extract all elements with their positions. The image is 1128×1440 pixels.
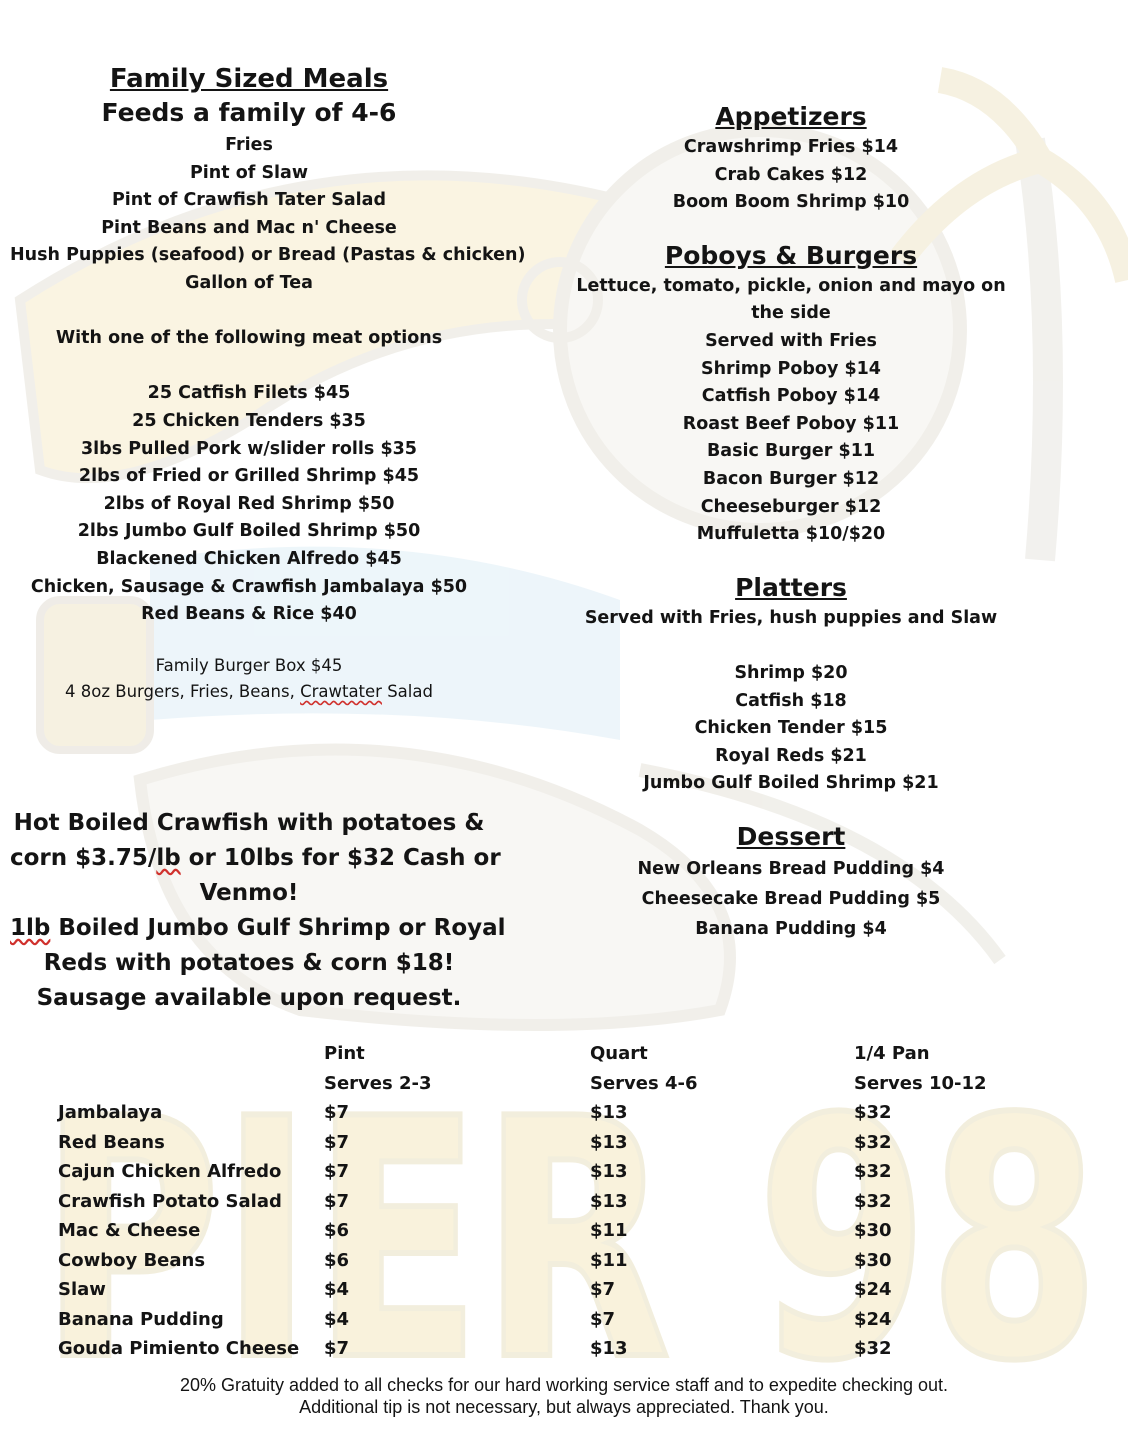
crawfish-special xyxy=(10,806,506,1016)
table-row xyxy=(58,1247,1058,1277)
side-pan-price: $32 xyxy=(854,1102,892,1123)
pint-header: Pint xyxy=(324,1043,365,1064)
meat-options-intro: With one of the following meat options xyxy=(55,328,443,349)
platter-item: Catfish $18 xyxy=(735,690,847,711)
side-quart-price: $13 xyxy=(590,1190,628,1212)
side-pint-price: $6 xyxy=(324,1249,350,1271)
side-pan-price: $32 xyxy=(854,1190,892,1212)
burger-box-desc-crawtater: Crawtater xyxy=(300,681,382,701)
dessert-item: Banana Pudding $4 xyxy=(695,918,887,939)
crawfish-line-part: or 10lbs for $32 Cash or xyxy=(180,845,501,871)
dessert-title: Dessert xyxy=(736,821,846,851)
side-pint-price: $4 xyxy=(324,1279,350,1300)
poboys-title: Poboys & Burgers xyxy=(664,240,918,270)
side-pan-price: $24 xyxy=(854,1308,892,1330)
meat-option-item: 2lbs of Royal Red Shrimp $50 xyxy=(103,493,395,514)
watermark-pier-98: PIER 98 xyxy=(40,1049,1100,1433)
side-quart-price: $7 xyxy=(590,1308,616,1330)
side-pan-price: $24 xyxy=(854,1279,892,1300)
sides-serves-row xyxy=(58,1070,1058,1100)
sides-table xyxy=(58,1040,1058,1365)
side-pint-price: $7 xyxy=(324,1102,350,1123)
table-row xyxy=(58,1158,1058,1188)
family-meals-subtitle: Feeds a family of 4-6 xyxy=(101,98,397,127)
side-pint-price: $7 xyxy=(324,1161,350,1182)
side-pint-price: $6 xyxy=(324,1220,350,1241)
crawfish-line xyxy=(10,911,506,946)
platter-item: Jumbo Gulf Boiled Shrimp $21 xyxy=(643,773,939,794)
burger-box-desc-part: Salad xyxy=(381,681,433,701)
side-name: Cajun Chicken Alfredo xyxy=(58,1161,282,1182)
side-name: Banana Pudding xyxy=(58,1308,224,1330)
dessert-item: Cheesecake Bread Pudding $5 xyxy=(641,888,941,909)
side-quart-price: $11 xyxy=(590,1249,628,1271)
quarter-pan-header: 1/4 Pan xyxy=(854,1043,930,1064)
side-pan-price: $30 xyxy=(854,1249,892,1271)
burger-box-title: Family Burger Box $45 xyxy=(155,655,343,675)
appetizer-item: Crab Cakes $12 xyxy=(714,164,868,185)
poboy-item: Roast Beef Poboy $11 xyxy=(682,413,900,434)
appetizer-item: Crawshrimp Fries $14 xyxy=(683,137,899,157)
quarter-pan-serves: Serves 10-12 xyxy=(854,1072,987,1094)
platter-item: Royal Reds $21 xyxy=(715,745,867,766)
crawfish-line: Reds with potatoes & corn $18! xyxy=(43,950,455,976)
side-pint-price: $4 xyxy=(324,1308,350,1330)
family-meals-title: Family Sized Meals xyxy=(109,64,389,94)
burger-box-description xyxy=(10,679,488,705)
crawfish-line-1lb: 1lb xyxy=(10,915,51,941)
crawfish-line: Sausage available upon request. xyxy=(36,985,462,1011)
meat-option-item: Chicken, Sausage & Crawfish Jambalaya $50 xyxy=(30,576,468,597)
table-row xyxy=(58,1306,1058,1336)
meat-option-item: 25 Chicken Tenders $35 xyxy=(132,410,366,431)
crawfish-line: Venmo! xyxy=(199,880,299,906)
table-row xyxy=(58,1276,1058,1306)
meat-option-item: 3lbs Pulled Pork w/slider rolls $35 xyxy=(81,438,417,459)
side-quart-price: $13 xyxy=(590,1131,628,1153)
family-meals-section xyxy=(10,62,526,705)
family-include-item: Hush Puppies (seafood) or Bread (Pastas & chicken) xyxy=(10,245,526,266)
family-include-item: Pint Beans and Mac n' Cheese xyxy=(101,217,397,238)
poboy-item: Muffuletta $10/$20 xyxy=(696,524,886,545)
meat-option-item: 2lbs Jumbo Gulf Boiled Shrimp $50 xyxy=(77,521,421,542)
poboys-served: Served with Fries xyxy=(705,330,877,351)
crawfish-line-lb: lb xyxy=(156,845,181,871)
side-quart-price: $13 xyxy=(590,1102,628,1123)
appetizer-item: Boom Boom Shrimp $10 xyxy=(672,192,910,213)
meat-option-item: 2lbs of Fried or Grilled Shrimp $45 xyxy=(78,466,420,487)
table-row xyxy=(58,1188,1058,1218)
side-pan-price: $32 xyxy=(854,1338,892,1359)
gratuity-line: Additional tip is not necessary, but always appreciated. Thank you. xyxy=(299,1397,829,1417)
side-pan-price: $32 xyxy=(854,1131,892,1153)
family-include-item: Fries xyxy=(225,135,273,155)
crawfish-line-part: corn $3.75/ xyxy=(10,845,157,871)
meat-option-item: Blackened Chicken Alfredo $45 xyxy=(96,548,402,569)
poboy-item: Bacon Burger $12 xyxy=(702,468,880,489)
appetizers-title: Appetizers xyxy=(715,102,867,131)
family-include-item: Pint of Crawfish Tater Salad xyxy=(111,190,387,211)
poboy-item: Cheeseburger $12 xyxy=(700,496,882,517)
side-name: Slaw xyxy=(58,1279,106,1300)
table-row xyxy=(58,1099,1058,1129)
side-quart-price: $7 xyxy=(590,1279,616,1300)
crawfish-line: Hot Boiled Crawfish with potatoes & xyxy=(13,810,485,836)
gratuity-line: 20% Gratuity added to all checks for our hard working service staff and to expedite checking out. xyxy=(179,1375,949,1395)
crawfish-line xyxy=(10,841,501,876)
crawfish-line-part: Boiled Jumbo Gulf Shrimp or Royal xyxy=(50,915,506,941)
side-pint-price: $7 xyxy=(324,1131,350,1153)
platter-item: Chicken Tender $15 xyxy=(694,718,888,739)
right-menu-column xyxy=(576,100,1006,944)
meat-option-item: 25 Catfish Filets $45 xyxy=(147,383,351,404)
side-quart-price: $11 xyxy=(590,1220,628,1241)
side-quart-price: $13 xyxy=(590,1338,628,1359)
side-name: Cowboy Beans xyxy=(58,1249,206,1271)
side-pint-price: $7 xyxy=(324,1338,350,1359)
poboys-note: Lettuce, tomato, pickle, onion and mayo on the side xyxy=(576,275,1006,324)
poboy-item: Basic Burger $11 xyxy=(706,441,876,462)
side-quart-price: $13 xyxy=(590,1161,628,1182)
side-name: Crawfish Potato Salad xyxy=(58,1190,282,1212)
platter-item: Shrimp $20 xyxy=(734,662,848,683)
burger-box-desc-part: 4 8oz Burgers, Fries, Beans, xyxy=(65,681,301,701)
side-name: Red Beans xyxy=(58,1131,165,1153)
family-include-item: Pint of Slaw xyxy=(189,162,309,183)
side-pan-price: $30 xyxy=(854,1220,892,1241)
side-name: Jambalaya xyxy=(58,1102,163,1123)
quart-serves: Serves 4-6 xyxy=(590,1072,698,1094)
side-name: Gouda Pimiento Cheese xyxy=(58,1338,300,1359)
table-row xyxy=(58,1217,1058,1247)
table-row xyxy=(58,1129,1058,1159)
table-row xyxy=(58,1335,1058,1365)
platters-title: Platters xyxy=(735,572,847,602)
pint-serves: Serves 2-3 xyxy=(324,1072,432,1094)
quart-header: Quart xyxy=(590,1043,648,1064)
meat-option-item: Red Beans & Rice $40 xyxy=(141,604,357,625)
poboy-item: Shrimp Poboy $14 xyxy=(701,358,881,379)
platters-note: Served with Fries, hush puppies and Slaw xyxy=(584,607,998,628)
dessert-item: New Orleans Bread Pudding $4 xyxy=(637,858,945,879)
side-pan-price: $32 xyxy=(854,1161,892,1182)
side-pint-price: $7 xyxy=(324,1190,350,1212)
poboy-item: Catfish Poboy $14 xyxy=(701,386,881,407)
sides-header-row xyxy=(58,1040,1058,1070)
side-name: Mac & Cheese xyxy=(58,1220,201,1241)
family-include-item: Gallon of Tea xyxy=(185,272,313,293)
gratuity-footer xyxy=(0,1374,1128,1418)
